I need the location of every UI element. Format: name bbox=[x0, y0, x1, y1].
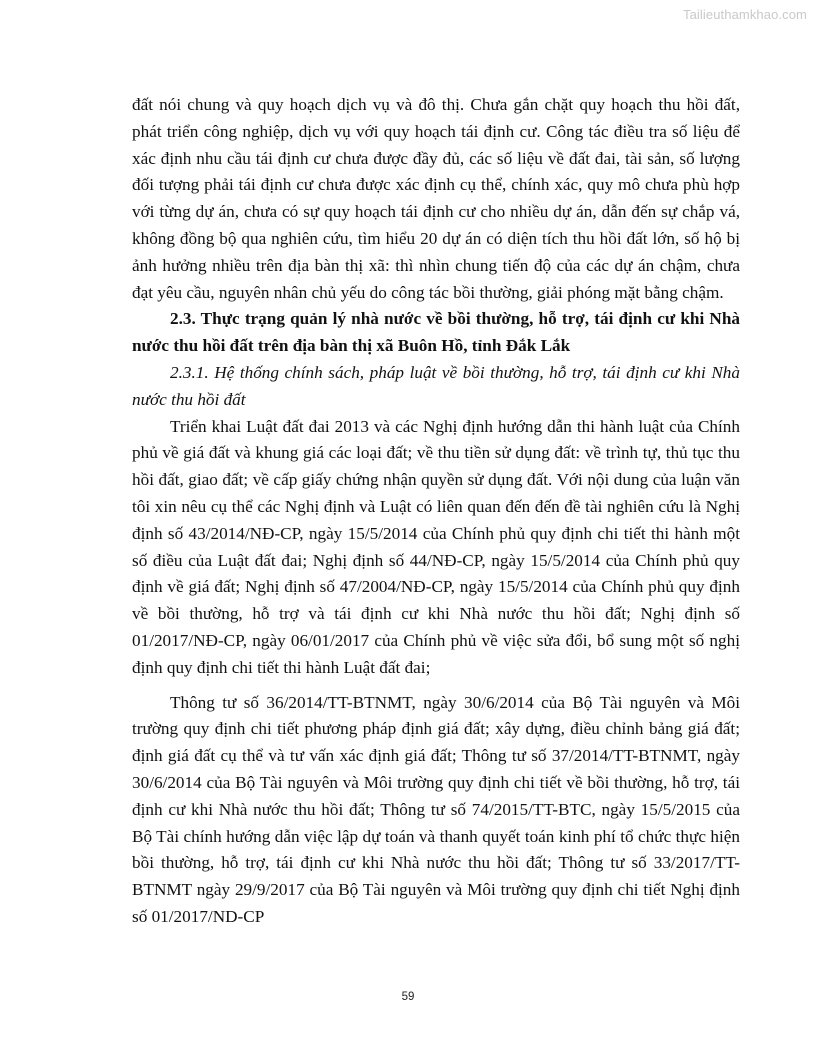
section-heading-2-3: 2.3. Thực trạng quản lý nhà nước về bồi thường, hỗ trợ, tái định cư khi Nhà nước thu hồi đất trên địa bàn thị xã Buôn Hồ, tỉnh Đắk Lắk bbox=[132, 309, 740, 356]
paragraph-continuation: đất nói chung và quy hoạch dịch vụ và đô thị. Chưa gắn chặt quy hoạch thu hồi đất, phát triển công nghiệp, dịch vụ với quy hoạch tái định cư. Công tác điều tra số liệu để xác định nhu cầu tái định cư chưa được đầy đủ, các số liệu về đất đai, tài sản, số lượng đối tượng phải tái định cư chưa được xác định cụ thể, chính xác, quy mô chưa phù hợp với từng dự án, chưa có sự quy hoạch tái định cư cho nhiều dự án, dẫn đến sự chắp vá, không đồng bộ qua nghiên cứu, tìm hiểu 20 dự án có diện tích thu hồi đất lớn, số hộ bị ảnh hưởng nhiều trên địa bàn thị xã: thì nhìn chung tiến độ của các dự án chậm, chưa đạt yêu cầu, nguyên nhân chủ yếu do công tác bồi thường, giải phóng mặt bằng chậm. bbox=[132, 95, 740, 302]
page-body bbox=[132, 92, 740, 931]
paragraph-circulars: Thông tư số 36/2014/TT-BTNMT, ngày 30/6/2014 của Bộ Tài nguyên và Môi trường quy định chi tiết phương pháp định giá đất; xây dựng, điều chỉnh bảng giá đất; định giá đất cụ thể và tư vấn xác định giá đất; Thông tư số 37/2014/TT-BTNMT, ngày 30/6/2014 của Bộ Tài nguyên và Môi trường quy định chi tiết về bồi thường, hỗ trợ, tái định cư khi Nhà nước thu hồi đất; Thông tư số 74/2015/TT-BTC, ngày 15/5/2015 của Bộ Tài chính hướng dẫn việc lập dự toán và thanh quyết toán kinh phí tổ chức thực hiện bồi thường, hỗ trợ, tái định cư khi Nhà nước thu hồi đất; Thông tư số 33/2017/TT-BTNMT ngày 29/9/2017 của Bộ Tài nguyên và Môi trường quy định chi tiết Nghị định số 01/2017/ND-CP bbox=[132, 692, 740, 926]
paragraph-decrees: Triển khai Luật đất đai 2013 và các Nghị định hướng dẫn thi hành luật của Chính phủ về giá đất và khung giá các loại đất; về thu tiền sử dụng đất: về trình tự, thủ tục thu hồi đất, giao đất; về cấp giấy chứng nhận quyền sử dụng đất. Với nội dung của luận văn tôi xin nêu cụ thể các Nghị định và Luật có liên quan đến đến đề tài nghiên cứu là Nghị định số 43/2014/NĐ-CP, ngày 15/5/2014 của Chính phủ quy định chi tiết thi hành một số điều của Luật đất đai; Nghị định số 44/NĐ-CP, ngày 15/5/2014 của Chính phủ quy định về giá đất; Nghị định số 47/2004/NĐ-CP, ngày 15/5/2014 của Chính phủ quy định về bồi thường, hỗ trợ và tái định cư khi Nhà nước thu hồi đất; Nghị định số 01/2017/NĐ-CP, ngày 06/01/2017 của Chính phủ về việc sửa đổi, bổ sung một số nghị định quy định chi tiết thi hành Luật đất đai; bbox=[132, 416, 740, 677]
watermark: Tailieuthamkhao.com bbox=[682, 7, 807, 22]
subsection-heading-2-3-1: 2.3.1. Hệ thống chính sách, pháp luật về bồi thường, hỗ trợ, tái định cư khi Nhà nước thu hồi đất bbox=[132, 362, 740, 409]
page-number: 59 bbox=[401, 991, 415, 1003]
